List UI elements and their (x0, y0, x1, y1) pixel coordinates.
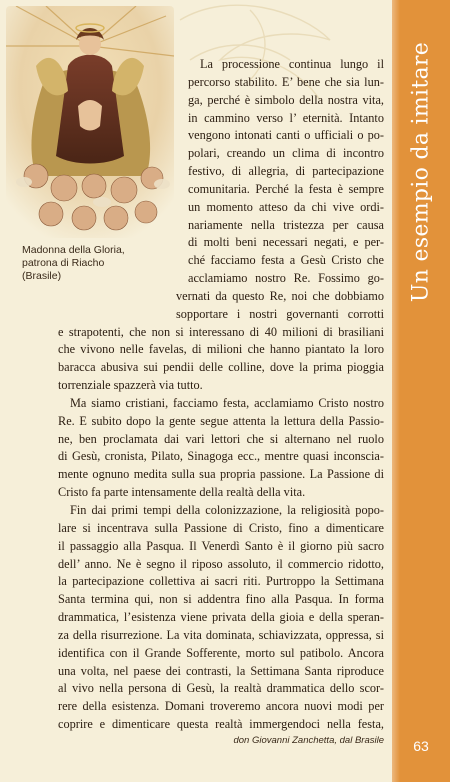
body-line: La processione continua lungo il (200, 57, 384, 71)
body-line: festivo, di allegria, di partecipazione (188, 164, 384, 178)
body-line: comunitaria. Perché la festa è sempre (188, 181, 384, 196)
madonna-statue-image (6, 6, 174, 238)
body-line: e strapotenti, che non si interessano di 40 milioni di brasiliani (58, 324, 384, 339)
body-line: Santa termina qui, non si addentra fino alla Pasqua. In forma (58, 592, 384, 607)
body-line: coprire e dimenticare questa realtà immergendoci nella festa, (58, 717, 384, 731)
madonna-photo (6, 6, 174, 238)
body-line: la partecipazione collettiva ai sacri riti. Purtroppo la Settimana (58, 574, 384, 589)
body-line: ne, ben proclamata dai vari lettori che si alternano nel ruolo (58, 431, 384, 446)
body-line: vengono intonati canti o ufficiali o po- (188, 128, 384, 143)
body-line: mente ognuno medita sulla sua propria passione. La Passione di (58, 467, 384, 482)
body-line: vernati da questo Re, noi che dobbiamo (176, 288, 384, 303)
body-line: al vivo nella persona di Gesù, la realtà drammatica dello scor- (58, 681, 384, 696)
body-line: lare si incentrava sulla Passione di Cristo, fino a dimenticare (58, 520, 384, 535)
body-line: identifica con il Grande Sofferente, morto sul patibolo. Ancora (58, 645, 384, 660)
photo-caption (22, 244, 178, 283)
body-line: sopportare i nostri governanti corrotti (176, 306, 384, 321)
body-line: za della risurrezione. La vita dominata, schiavizzata, oppressa, si (58, 627, 384, 642)
caption-line: patrona di Riacho (22, 257, 105, 269)
body-line: ché facciamo festa a Gesù Cristo che (188, 253, 384, 268)
body-line: che vivono nelle favelas, di milioni che hanno piantato la loro (58, 342, 384, 357)
body-line: nariamente nella tristezza per causa (188, 217, 384, 232)
body-line: polari, creando un clima di incontro (188, 146, 384, 161)
body-line: una volta, nel paese dei contrasti, la Settimana Santa riproduce (58, 663, 384, 678)
body-line: in cammino verso l’ eternità. Intanto (188, 110, 384, 125)
caption-line: (Brasile) (22, 270, 62, 282)
caption-line: Madonna della Gloria, (22, 244, 125, 256)
side-band-highlight (392, 0, 400, 782)
author-byline: don Giovanni Zanchetta, dal Brasile (233, 734, 384, 746)
body-line: Ma siamo cristiani, facciamo festa, acclamiamo Cristo nostro (70, 395, 384, 410)
body-line: percorso stabilito. E’ bene che sia lun- (188, 74, 384, 89)
body-line: un momento atteso da chi vive ordi- (188, 199, 384, 214)
page-number: 63 (413, 738, 429, 754)
body-line: il passaggio alla Pasqua. Il Venerdì Santo è il giorno più sacro (58, 538, 384, 553)
body-line: acclamiamo nostro Re. Fossimo go- (188, 271, 384, 286)
body-line: dell’ anno. Ne è segno il riposo assoluto, il commercio ridotto, (58, 556, 384, 571)
body-line: di molti beni necessari negati, e per- (188, 235, 384, 250)
side-title: Un esempio da imitare (408, 41, 434, 303)
body-line: di Gesù, cronista, Pilato, Sinagoga ecc., mentre quasi inconscia- (58, 449, 384, 464)
body-line: Re. E subito dopo la gente segue attenta la lettura della Passio- (58, 413, 384, 428)
body-line: Cristo fa parte intensamente della realtà della vita. (58, 485, 306, 500)
body-line: rere della esistenza. Domani troveremo ancora nuovi modi per (58, 699, 384, 714)
body-line: drammatica, l’esistenza viene privata della gioia e della speran- (58, 610, 384, 624)
body-line: Fin dai primi tempi della colonizzazione, la religiosità popo- (70, 502, 384, 517)
body-line: ga, perché è simbolo della nostra vita, (188, 92, 384, 107)
body-line: torrenziale spazzerà via tutto. (58, 378, 203, 393)
body-line: baracca abusiva sui pendii delle colline, dove la prima pioggia (58, 360, 384, 375)
